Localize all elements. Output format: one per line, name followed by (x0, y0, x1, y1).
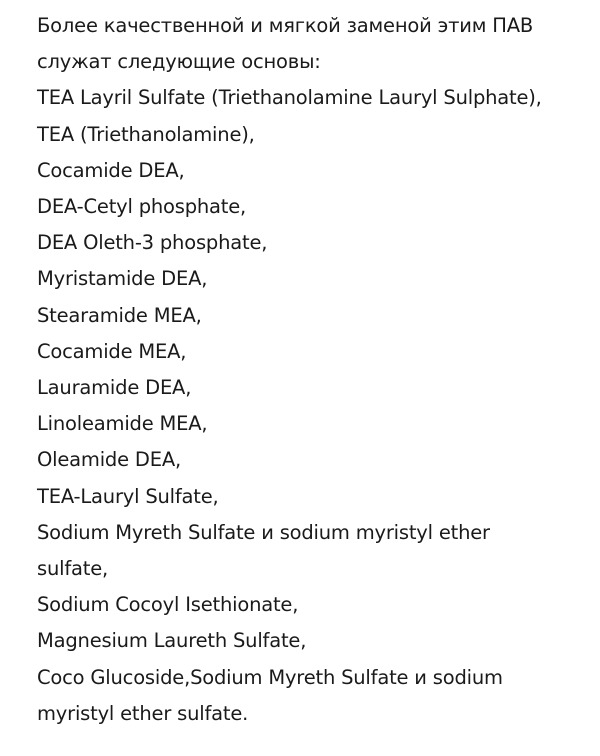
list-item: DEA Oleth-3 phosphate, (37, 231, 268, 255)
list-item: Linoleamide MEA, (37, 412, 208, 436)
list-item: Magnesium Laureth Sulfate, (37, 629, 307, 653)
list-item: Sodium Cocoyl Isethionate, (37, 593, 299, 617)
list-item: Lauramide DEA, (37, 376, 192, 400)
list-item: Cocamide DEA, (37, 158, 185, 182)
list-item: TEA Layril Sulfate (Triethanolamine Lauryl Sulphate), (37, 86, 542, 110)
list-item-continued: myristyl ether sulfate. (37, 701, 249, 725)
list-item: Sodium Myreth Sulfate и sodium myristyl ether (37, 520, 490, 544)
list-item: Myristamide DEA, (37, 267, 208, 291)
intro-line-1: Более качественной и мягкой заменой этим ПАВ (37, 14, 534, 37)
intro-line-2: служат следующие основы: (37, 50, 321, 74)
list-item: Cocamide MEA, (37, 339, 187, 363)
list-item-continued: sulfate, (37, 557, 108, 581)
list-item: TEA (Triethanolamine), (37, 122, 255, 146)
list-item: TEA-Lauryl Sulfate, (37, 484, 219, 508)
list-item: Stearamide MEA, (37, 303, 202, 327)
list-item: DEA-Cetyl phosphate, (37, 195, 247, 219)
list-item: Oleamide DEA, (37, 448, 181, 472)
list-item: Coco Glucoside,Sodium Myreth Sulfate и sodium (37, 665, 503, 689)
